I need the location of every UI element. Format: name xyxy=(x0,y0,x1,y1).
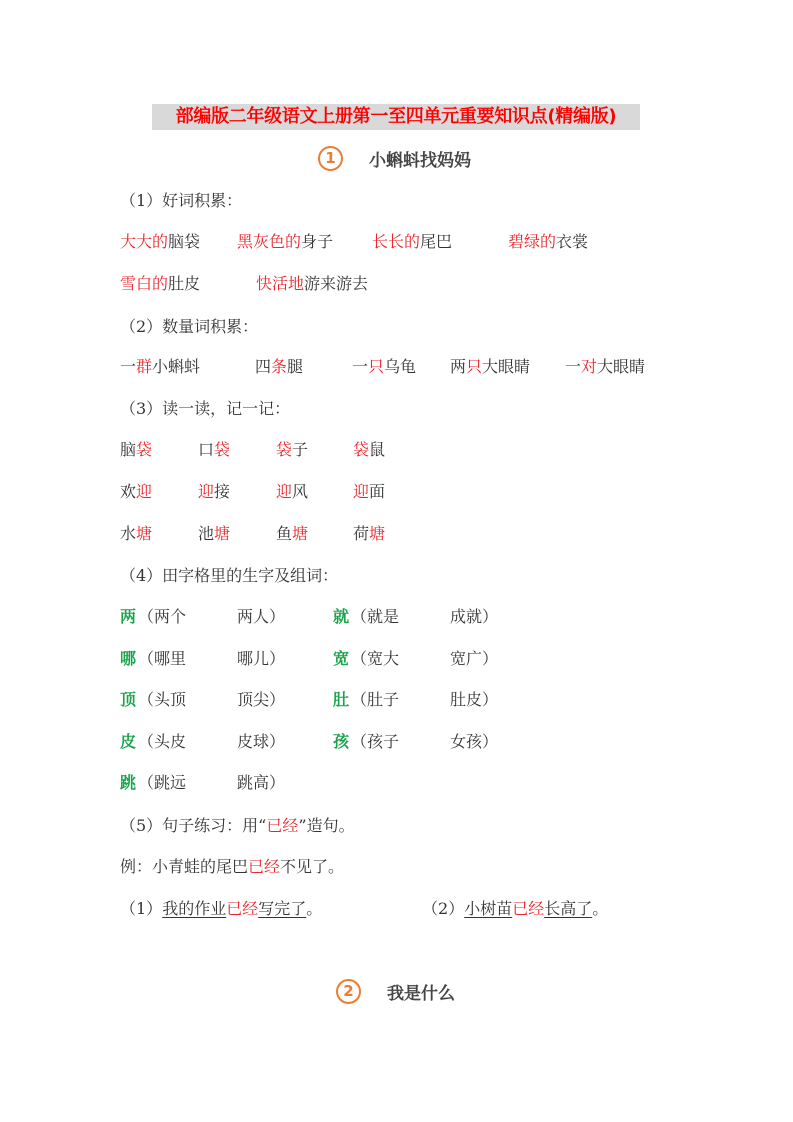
circled-number-icon: 2 xyxy=(336,979,361,1004)
part5-label: （5）句子练习：用“已经”造句。 xyxy=(120,816,355,835)
section-heading-2 xyxy=(336,979,455,1004)
section-title: 我是什么 xyxy=(387,984,455,1004)
part2-label: （2）数量词积累： xyxy=(120,317,259,336)
answer-1: （1）我的作业已经写完了。 xyxy=(120,899,323,918)
part4-label: （4）田字格里的生字及组词： xyxy=(120,566,339,585)
section-title: 小蝌蚪找妈妈 xyxy=(369,151,471,171)
section-heading-1 xyxy=(318,146,471,171)
example-sentence: 例：小青蛙的尾巴已经不见了。 xyxy=(120,857,345,876)
circled-number-icon: 1 xyxy=(318,146,343,171)
part3-label: （3）读一读，记一记： xyxy=(120,399,291,418)
answer-2: （2）小树苗已经长高了。 xyxy=(422,899,609,918)
document-title: 部编版二年级语文上册第一至四单元重要知识点(精编版) xyxy=(152,104,640,130)
part1-label: （1）好词积累： xyxy=(120,191,243,210)
